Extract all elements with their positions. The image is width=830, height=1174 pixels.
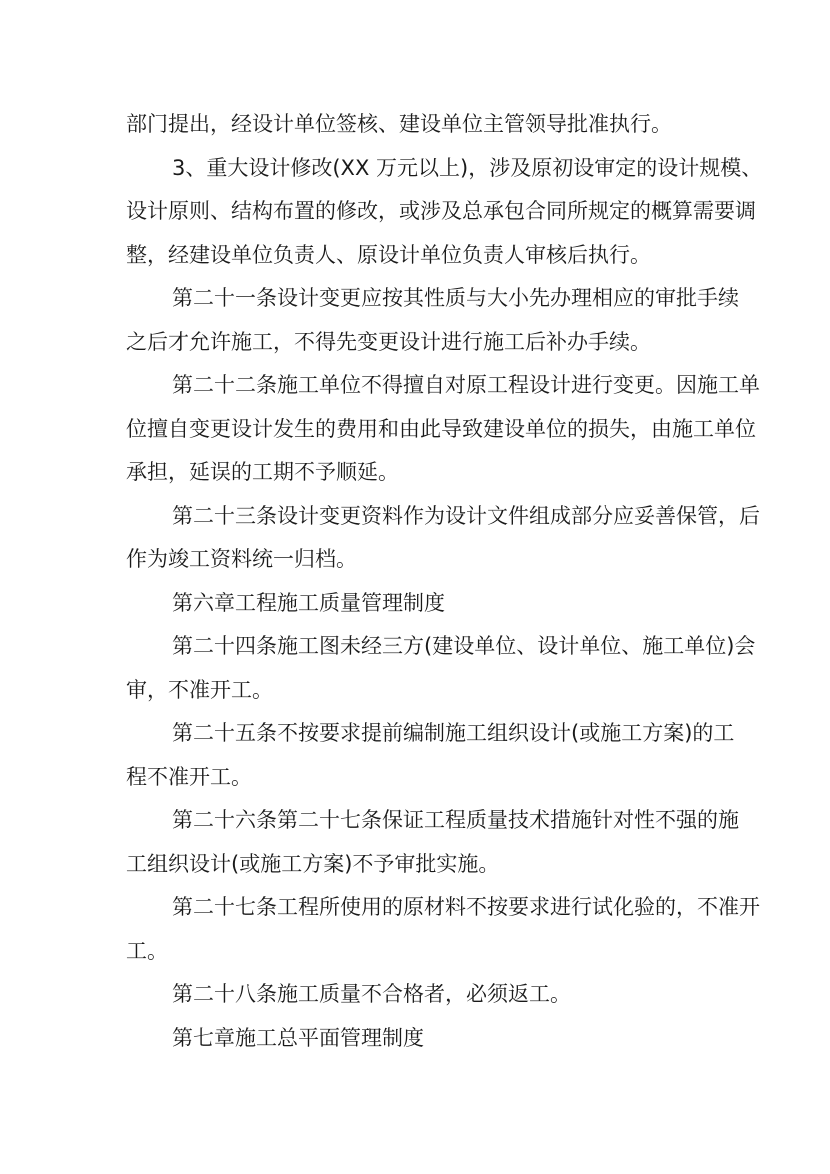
text-line: 位擅自变更设计发生的费用和由此导致建设单位的损失，由施工单位: [126, 416, 756, 441]
text-line: 部门提出，经设计单位签核、建设单位主管领导批准执行。: [126, 112, 672, 136]
text-line: 作为竣工资料统一归档。: [126, 547, 357, 571]
text-line: 3、重大设计修改(XX 万元以上)，涉及原初设审定的设计规模、: [172, 155, 763, 180]
text-line: 第二十五条不按要求提前编制施工组织设计(或施工方案)的工: [172, 721, 735, 745]
text-line: 工。: [126, 938, 168, 963]
text-line: 工组织设计(或施工方案)不予审批实施。: [126, 851, 500, 876]
text-line: 审，不准开工。: [126, 677, 273, 702]
paragraph: [126, 886, 760, 973]
paragraph: [126, 364, 760, 495]
text-line: 第六章工程施工质量管理制度: [172, 590, 445, 615]
paragraph: [126, 1017, 712, 1061]
document-body: [126, 103, 763, 1060]
text-line: 第二十四条施工图未经三方(建设单位、设计单位、施工单位)会: [172, 634, 756, 658]
paragraph: [126, 712, 735, 799]
text-line: 整，经建设单位负责人、原设计单位负责人审核后执行。: [126, 242, 651, 267]
text-line: 第二十一条设计变更应按其性质与大小先办理相应的审批手续: [172, 286, 739, 310]
paragraph: [126, 103, 712, 147]
paragraph: [126, 495, 760, 582]
paragraph: [126, 277, 739, 364]
text-line: 第二十七条工程所使用的原材料不按要求进行试化验的，不准开: [172, 895, 760, 919]
text-line: 第二十六条第二十七条保证工程质量技术措施针对性不强的施: [172, 808, 739, 832]
text-line: 第七章施工总平面管理制度: [172, 1025, 424, 1050]
text-line: 设计原则、结构布置的修改，或涉及总承包合同所规定的概算需要调: [126, 199, 756, 223]
text-line: 第二十八条施工质量不合格者，必须返工。: [172, 982, 571, 1006]
text-line: 第二十二条施工单位不得擅自对原工程设计进行变更。因施工单: [172, 373, 760, 397]
text-line: 承担，延误的工期不予顺延。: [126, 460, 399, 484]
paragraph: [126, 582, 712, 626]
paragraph: [126, 973, 712, 1017]
text-line: 第二十三条设计变更资料作为设计文件组成部分应妥善保管，后: [172, 503, 760, 528]
text-line: 程不准开工。: [126, 764, 252, 789]
paragraph: [126, 625, 756, 712]
paragraph: [126, 147, 763, 278]
text-line: 之后才允许施工，不得先变更设计进行施工后补办手续。: [126, 329, 651, 354]
paragraph: [126, 799, 739, 886]
